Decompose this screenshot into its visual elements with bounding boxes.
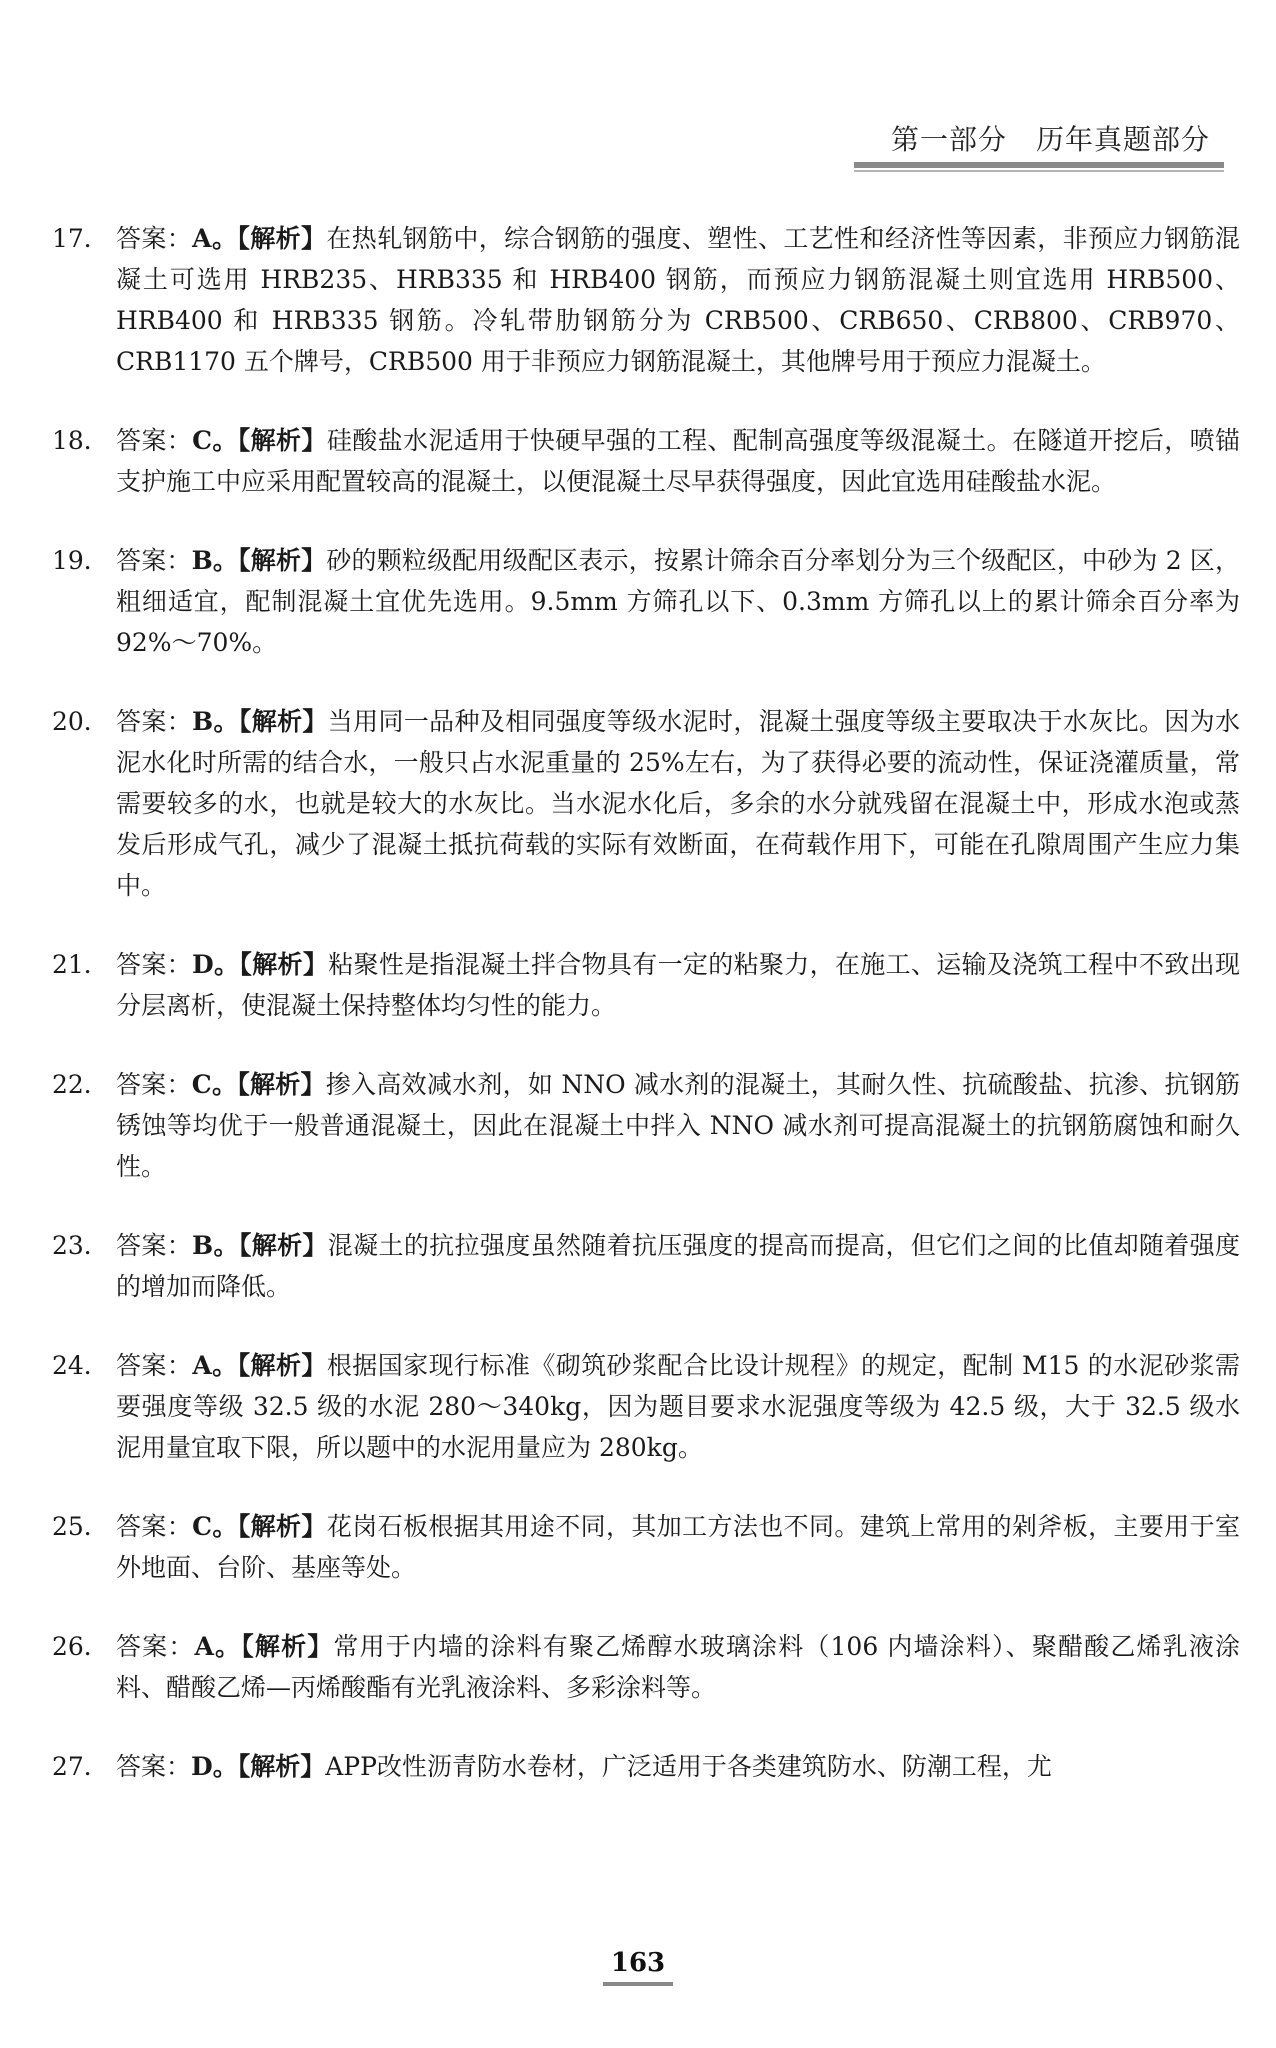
answer-item-23 (52, 1225, 1240, 1307)
analysis-label: 【解析】 (237, 426, 327, 455)
question-number: 25． (52, 1512, 109, 1541)
answer-label: 答案： (116, 1231, 193, 1260)
question-number: 22． (52, 1070, 109, 1099)
answer-letter: D。 (192, 950, 240, 979)
analysis-text: 掺入高效减水剂，如 NNO 减水剂的混凝土，其耐久性、抗硫酸盐、抗渗、抗钢筋锈蚀等均优于一般普通混凝土，因此在混凝土中拌入 NNO 减水剂可提高混凝土的抗钢筋腐蚀和耐久性。 (116, 1070, 1240, 1181)
analysis-text: 常用于内墙的涂料有聚乙烯醇水玻璃涂料（106 内墙涂料）、聚醋酸乙烯乳液涂料、醋酸乙烯—丙烯酸酯有光乳液涂料、多彩涂料等。 (116, 1632, 1240, 1702)
answer-item-19 (52, 540, 1240, 663)
answer-label: 答案： (116, 546, 192, 575)
answer-letter: A。 (192, 1351, 238, 1380)
answer-letter: B。 (191, 546, 239, 575)
analysis-text: 当用同一品种及相同强度等级水泥时，混凝土强度等级主要取决于水灰比。因为水泥水化时所需的结合水，一般只占水泥重量的 25%左右，为了获得必要的流动性，保证浇灌质量，常需要较多的水，也就是较大的水灰比。当水泥水化后，多余的水分就残留在混凝土中，形成水泡或蒸发后形成气孔，减少了混凝土抵抗荷载的实际有效断面，在荷载作用下，可能在孔隙周围产生应力集中。 (116, 707, 1240, 900)
answer-letter: C。 (192, 1512, 238, 1541)
answer-item-17 (52, 218, 1240, 382)
analysis-label: 【解析】 (241, 1632, 334, 1661)
answer-letter: A。 (192, 224, 238, 253)
question-number: 19． (52, 546, 109, 575)
answer-label: 答案： (116, 224, 193, 253)
question-number: 23． (52, 1231, 109, 1260)
answer-label: 答案： (116, 426, 193, 455)
running-header (704, 118, 1224, 174)
answer-letter: C。 (192, 426, 238, 455)
answer-letter: A。 (194, 1632, 242, 1661)
analysis-text: 花岗石板根据其用途不同，其加工方法也不同。建筑上常用的剁斧板，主要用于室外地面、台阶、基座等处。 (116, 1512, 1240, 1582)
answer-item-18 (52, 420, 1240, 502)
analysis-label: 【解析】 (237, 1752, 326, 1781)
answer-label: 答案： (116, 1351, 193, 1380)
analysis-label: 【解析】 (237, 1351, 327, 1380)
answer-body (116, 701, 1240, 906)
answer-letter: B。 (192, 707, 239, 736)
question-number: 21． (52, 950, 109, 979)
header-rule (854, 162, 1224, 168)
answer-body (116, 420, 1240, 502)
answer-body (116, 1626, 1240, 1708)
analysis-text: APP改性沥青防水卷材，广泛适用于各类建筑防水、防潮工程，尤 (325, 1752, 1052, 1781)
page-number: 163 (603, 1948, 673, 1986)
answer-label: 答案： (116, 1070, 192, 1099)
analysis-text: 混凝土的抗拉强度虽然随着抗压强度的提高而提高，但它们之间的比值却随着强度的增加而降低。 (116, 1231, 1240, 1301)
question-number: 20． (52, 707, 109, 736)
answer-item-26 (52, 1626, 1240, 1708)
answer-body (116, 540, 1240, 663)
answer-body (116, 1345, 1240, 1468)
analysis-label: 【解析】 (239, 950, 329, 979)
answer-body (116, 218, 1240, 382)
answer-body (116, 1225, 1240, 1307)
header-rule-thin (854, 170, 1224, 172)
question-number: 17． (52, 224, 109, 253)
analysis-label: 【解析】 (237, 1070, 326, 1099)
answer-body (116, 944, 1240, 1026)
analysis-label: 【解析】 (237, 224, 327, 253)
answer-item-24 (52, 1345, 1240, 1468)
analysis-label: 【解析】 (238, 546, 327, 575)
analysis-label: 【解析】 (238, 1231, 328, 1260)
question-number: 27． (52, 1752, 109, 1781)
analysis-label: 【解析】 (237, 1512, 327, 1541)
analysis-text: 硅酸盐水泥适用于快硬早强的工程、配制高强度等级混凝土。在隧道开挖后，喷锚支护施工中应采用配置较高的混凝土，以便混凝土尽早获得强度，因此宜选用硅酸盐水泥。 (116, 426, 1240, 496)
answer-body (116, 1506, 1240, 1588)
analysis-text: 在热轧钢筋中，综合钢筋的强度、塑性、工艺性和经济性等因素，非预应力钢筋混凝土可选用 HRB235、HRB335 和 HRB400 钢筋，而预应力钢筋混凝土则宜选用 HRB500、HRB400 和 HRB335 钢筋。冷轧带肋钢筋分为 CRB500、CRB650、CRB800、CRB970、CRB1170 五个牌号，CRB500 用于非预应力钢筋混凝土，其他牌号用于预应力混凝土。 (116, 224, 1240, 376)
analysis-text: 根据国家现行标准《砌筑砂浆配合比设计规程》的规定，配制 M15 的水泥砂浆需要强度等级 32.5 级的水泥 280～340kg，因为题目要求水泥强度等级为 42.5 级，大于 32.5 级水泥用量宜取下限，所以题中的水泥用量应为 280kg。 (116, 1351, 1240, 1462)
answer-list (52, 218, 1240, 1825)
answer-item-20 (52, 701, 1240, 906)
answer-item-21 (52, 944, 1240, 1026)
answer-label: 答案： (116, 1512, 193, 1541)
answer-label: 答案： (116, 950, 193, 979)
answer-letter: C。 (191, 1070, 238, 1099)
answer-label: 答案： (116, 1632, 195, 1661)
analysis-text: 砂的颗粒级配用级配区表示，按累计筛余百分率划分为三个级配区，中砂为 2 区，粗细适宜，配制混凝土宜优先选用。9.5mm 方筛孔以下、0.3mm 方筛孔以上的累计筛余百分率为 92%～70%。 (116, 546, 1240, 657)
page-footer (0, 1948, 1276, 1986)
analysis-label: 【解析】 (238, 707, 328, 736)
answer-item-27 (52, 1746, 1240, 1787)
answer-letter: D。 (191, 1752, 238, 1781)
answer-body (116, 1746, 1240, 1787)
answer-item-22 (52, 1064, 1240, 1187)
running-header-title: 第一部分 历年真题部分 (890, 123, 1210, 156)
answer-letter: B。 (192, 1231, 239, 1260)
answer-label: 答案： (116, 707, 193, 736)
answer-body (116, 1064, 1240, 1187)
answer-label: 答案： (116, 1752, 192, 1781)
question-number: 24． (52, 1351, 109, 1380)
answer-item-25 (52, 1506, 1240, 1588)
question-number: 26． (52, 1632, 109, 1661)
analysis-text: 粘聚性是指混凝土拌合物具有一定的粘聚力，在施工、运输及浇筑工程中不致出现分层离析，使混凝土保持整体均匀性的能力。 (116, 950, 1240, 1020)
question-number: 18． (52, 426, 109, 455)
